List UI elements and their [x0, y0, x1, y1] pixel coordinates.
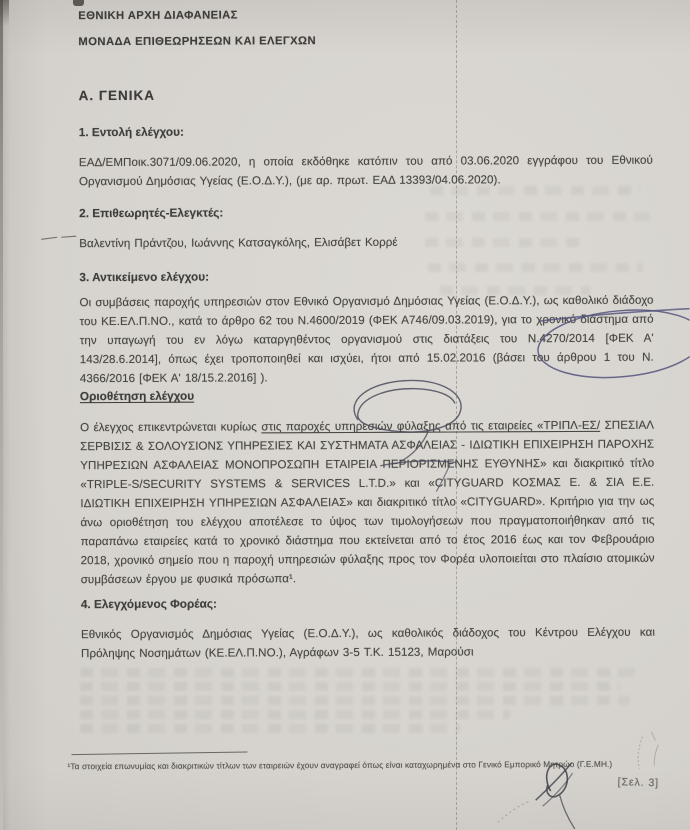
item-2-body: Βαλεντίνη Πράντζου, Ιωάννης Κατσαγκόλης, Ελισάβετ Κορρέ — [79, 235, 398, 251]
item-4-heading: 4. Ελεγχόμενος Φορέας: — [80, 596, 217, 612]
item-2-heading: 2. Επιθεωρητές-Ελεγκτές: — [79, 205, 224, 221]
delimitation-body — [80, 416, 655, 590]
unit-name: ΜΟΝΑΔΑ ΕΠΙΘΕΩΡΗΣΕΩΝ ΚΑΙ ΕΛΕΓΧΩΝ — [78, 35, 317, 49]
item-3-body: Οι συμβάσεις παροχής υπηρεσιών στον Εθνικό Οργανισμό Δημόσιας Υγείας (Ε.Ο.Δ.Υ.), ως καθολικό διάδοχο του ΚΕ.ΕΛ.Π.ΝΟ., κατά το άρθρο 62 του Ν.4600/2019 (ΦΕΚ Α746/09.03.2019), για το χρονικό διάστημα από την υπαγωγή του εν λόγω καταργηθέντος οργανισμού στις διατάξεις του Ν.4270/2014 [ΦΕΚ Α' 143/28.6.2014], όπως έχει τροποποιηθεί και ισχύει, ήτοι από 15.02.2016 (βάσει του άρθρου 1 του Ν. 4366/2016 [ΦΕΚ Α' 18/15.2.2016] ). — [79, 293, 654, 386]
delimitation-underlined-text: στις παροχές υπηρεσιών φύλαξης από τις εταιρείες «ΤΡΙΠΛ-ΕΣ/ — [261, 418, 601, 434]
page-number: [Σελ. 3] — [617, 776, 660, 790]
agency-name: ΕΘΝΙΚΗ ΑΡΧΗ ΔΙΑΦΑΝΕΙΑΣ — [78, 9, 238, 23]
faint-pen-arc — [498, 801, 530, 822]
footnote-text: ¹Τα στοιχεία επωνυμίας και διακριτικών τίτλων των εταιρειών έχουν αναγραφεί όπως είναι καταχωρημένα στο Γενικό Εμπορικό Μητρώο (Γ.Ε.ΜΗ.) — [67, 758, 613, 772]
item-4-body: Εθνικός Οργανισμός Δημόσιας Υγείας (Ε.Ο.Δ.Υ.), ως καθολικός διάδοχος του Κέντρου Ελέγχου και Πρόληψης Νοσημάτων (ΚΕ.ΕΛ.Π.ΝΟ.), Αγράφων 3-5 Τ.Κ. 15123, Μαρούσι — [80, 625, 655, 661]
delimitation-lead: Ο έλεγχος επικεντρώνεται κυρίως — [80, 420, 262, 435]
section-a-title: Α. ΓΕΝΙΚΑ — [78, 87, 156, 104]
pen-dash-mark — [41, 236, 76, 239]
item-1-body: ΕΑΔ/ΕΜΠοικ.3071/09.06.2020, η οποία εκδόθηκε κατόπιν του από 03.06.2020 εγγράφου του Εθνικού Οργανισμού Δημόσιας Υγείας (Ε.Ο.Δ.Υ.), (με αρ. πρωτ. ΕΑΔ 13393/04.06.2020). — [78, 153, 653, 189]
item-1-heading: 1. Εντολή ελέγχου: — [78, 124, 184, 140]
signature-tail — [560, 795, 575, 829]
delimitation-heading: Οριοθέτηση ελέγχου — [79, 388, 195, 404]
delimitation-rest: ΣΠΕΣΙΑΛ ΣΕΡΒΙΣΙΣ & ΣΟΛΟΥΣΙΟΝΣ ΥΠΗΡΕΣΙΕΣ ΚΑΙ ΣΥΣΤΗΜΑΤΑ ΑΣΦΑΛΕΙΑΣ - ΙΔΙΩΤΙΚΗ ΕΠΙΧΕΙΡΗΣΗ ΠΑΡΟΧΗΣ ΥΠΗΡΕΣΙΩΝ ΑΣΦΑΛΕΙΑΣ ΜΟΝΟΠΡΟΣΩΠΗ ΕΤΑΙΡΕΙΑ ΠΕΡΙΟΡΙΣΜΕΝΗΣ ΕΥΘΥΝΗΣ» και διακριτικό τίτλο «TRIPLE-S/SECURITY SYSTEMS & SERVICES L.T.D.» και «CITYGUARD ΚΟΣΜΑΣ Ε. & ΣΙΑ Ε.Ε. ΙΔΙΩΤΙΚΗ ΕΠΙΧΕΙΡΗΣΗ ΥΠΗΡΕΣΙΩΝ ΑΣΦΑΛΕΙΑΣ» και διακριτικό τίτλο «CITYGUARD». Κριτήριο για την ως άνω οριοθέτηση του ελέγχου αποτέλεσε το ύψος των τιμολογήσεων που πραγματοποιήθηκαν από τις παραπάνω εταιρείες κατά το χρονικό διάστημα που εκτείνεται από το έτος 2016 έως και τον Φεβρουάριο 2018, χρονικό σημείο που η παροχή υπηρεσιών φύλαξης προς τον Φορέα υλοποιείται στο πλαίσιο ατομικών συμβάσεων έργου με φυσικά πρόσωπα¹. — [80, 418, 655, 587]
footnote-separator — [71, 752, 247, 756]
signature-stroke-2 — [543, 773, 573, 806]
item-3-heading: 3. Αντικείμενο ελέγχου: — [79, 269, 210, 285]
